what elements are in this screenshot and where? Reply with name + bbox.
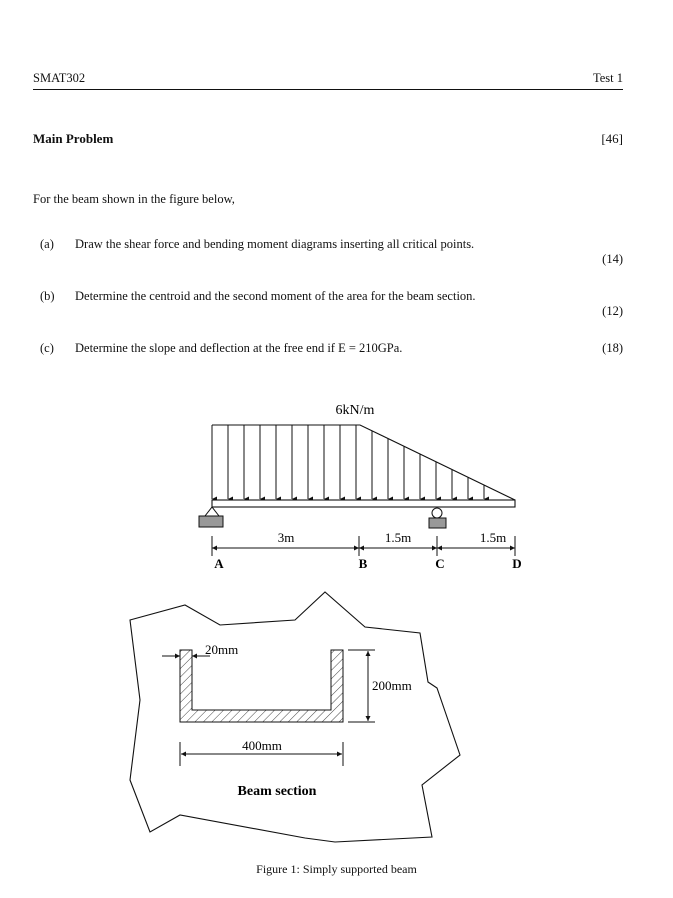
question-label: (c) <box>40 341 54 355</box>
beam <box>212 500 515 507</box>
pin-support-a <box>199 507 223 527</box>
question-text: Determine the slope and deflection at the free end if E = 210GPa. <box>75 341 403 355</box>
question-label: (a) <box>40 237 54 251</box>
course-code: SMAT302 <box>33 71 86 85</box>
point-c: C <box>435 556 445 571</box>
test-label: Test 1 <box>592 71 623 85</box>
problem-marks: [46] <box>601 131 623 146</box>
distributed-load <box>212 403 515 500</box>
span-ab: 3m <box>277 530 295 545</box>
question-text: Determine the centroid and the second moment of the area for the beam section. <box>75 289 476 303</box>
load-label: 6kN/m <box>335 403 375 418</box>
channel-section <box>180 650 343 722</box>
point-b: B <box>358 556 368 571</box>
section-title: Beam section <box>237 784 317 799</box>
load-profile-line <box>212 425 515 500</box>
question-label: (b) <box>40 289 55 303</box>
height-dimension <box>348 650 412 722</box>
beam-figure <box>0 380 673 850</box>
width-label: 400mm <box>242 738 282 753</box>
width-dimension <box>180 738 343 766</box>
span-dimensions <box>212 530 522 571</box>
roller-support-c <box>429 508 446 528</box>
figure-caption: Figure 1: Simply supported beam <box>256 862 417 876</box>
point-a: A <box>214 556 224 571</box>
thickness-dimension <box>162 642 238 657</box>
point-d: D <box>512 556 522 571</box>
question-marks: (12) <box>602 304 623 318</box>
question-text: Draw the shear force and bending moment diagrams inserting all critical points. <box>75 237 475 251</box>
span-cd: 1.5m <box>479 530 507 545</box>
intro-text: For the beam shown in the figure below, <box>33 192 235 206</box>
question-marks: (18) <box>602 341 623 355</box>
thickness-label: 20mm <box>205 642 239 657</box>
load-arrows <box>212 425 484 499</box>
problem-title: Main Problem <box>33 131 114 146</box>
question-marks: (14) <box>602 252 623 266</box>
span-bc: 1.5m <box>384 530 412 545</box>
height-label: 200mm <box>372 678 412 693</box>
page-header <box>33 67 623 90</box>
